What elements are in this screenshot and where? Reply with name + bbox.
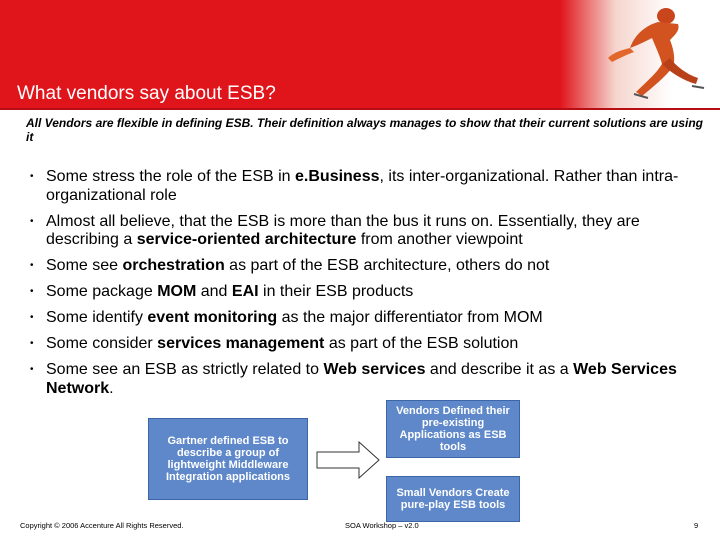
bullet-marker-icon: •	[30, 215, 34, 227]
bullet-marker-icon: •	[30, 364, 34, 375]
bullet-marker-icon: •	[30, 312, 34, 323]
bullet-item	[26, 257, 706, 276]
bullet-emphasis: MOM	[157, 283, 197, 300]
bullet-text: Almost all believe, that the ESB is more than the bus it runs on. Essentially, they are describing a	[46, 212, 640, 248]
speed-skater-image	[600, 2, 710, 106]
gartner-definition-box: Gartner defined ESB to describe a group of lightweight Middleware Integration applications	[148, 418, 308, 500]
big-vendors-box: Vendors Defined their pre-existing Applications as ESB tools	[386, 400, 520, 458]
bullet-item	[26, 361, 706, 398]
bullet-emphasis: event monitoring	[147, 309, 278, 326]
bullet-text: Some see an ESB as strictly related to	[46, 361, 324, 378]
small-vendors-box: Small Vendors Create pure-play ESB tools	[386, 476, 520, 522]
footer-copyright: Copyright © 2006 Accenture All Rights Reserved.	[20, 521, 184, 530]
bullet-text: Some see	[46, 257, 123, 274]
bullet-emphasis: e.Business	[295, 168, 380, 185]
bullet-text: Some package	[46, 283, 158, 300]
bullet-text: , its inter-organizational. Rather than intra-organizational role	[46, 168, 679, 204]
bullet-item	[26, 283, 706, 302]
bullet-item	[26, 335, 706, 354]
bullet-text: Some identify	[46, 309, 148, 326]
bullet-emphasis: Web Services Network	[46, 361, 677, 397]
bullet-marker-icon: •	[30, 286, 34, 297]
bullet-emphasis: services management	[157, 335, 325, 352]
page-title: What vendors say about ESB?	[17, 83, 276, 104]
bullet-text: .	[109, 379, 114, 397]
bullet-emphasis: Web services	[323, 361, 426, 378]
bullet-item	[26, 309, 706, 328]
bullet-text: and	[196, 283, 232, 300]
bullet-emphasis: EAI	[231, 283, 259, 300]
bullet-item	[26, 168, 706, 205]
right-arrow-icon	[316, 441, 380, 479]
bullet-marker-icon: •	[30, 260, 34, 271]
bullet-text: as part of the ESB architecture, others do not	[224, 257, 550, 274]
footer-workshop: SOA Workshop – v2.0	[345, 521, 419, 530]
bullet-text: from another viewpoint	[356, 231, 523, 248]
bullet-text: as the major differentiator from MOM	[277, 309, 543, 326]
bullet-marker-icon: •	[30, 171, 34, 182]
bullet-text: as part of the ESB solution	[324, 335, 519, 352]
bullet-text: Some stress the role of the ESB in	[46, 168, 296, 185]
bullet-item	[26, 213, 706, 250]
intro-text: All Vendors are flexible in defining ESB. Their definition always manages to show that their current solutions are using it	[26, 116, 704, 144]
bullet-text: in their ESB products	[258, 283, 414, 300]
header-divider	[0, 108, 720, 110]
bullet-emphasis: orchestration	[122, 257, 225, 274]
bullet-emphasis: service-oriented architecture	[136, 231, 357, 248]
page-number: 9	[694, 521, 699, 530]
bullet-text: Some consider	[46, 335, 158, 352]
bullet-marker-icon: •	[30, 338, 34, 349]
bullet-text: and describe it as a	[425, 361, 574, 378]
bullet-list	[26, 168, 706, 406]
